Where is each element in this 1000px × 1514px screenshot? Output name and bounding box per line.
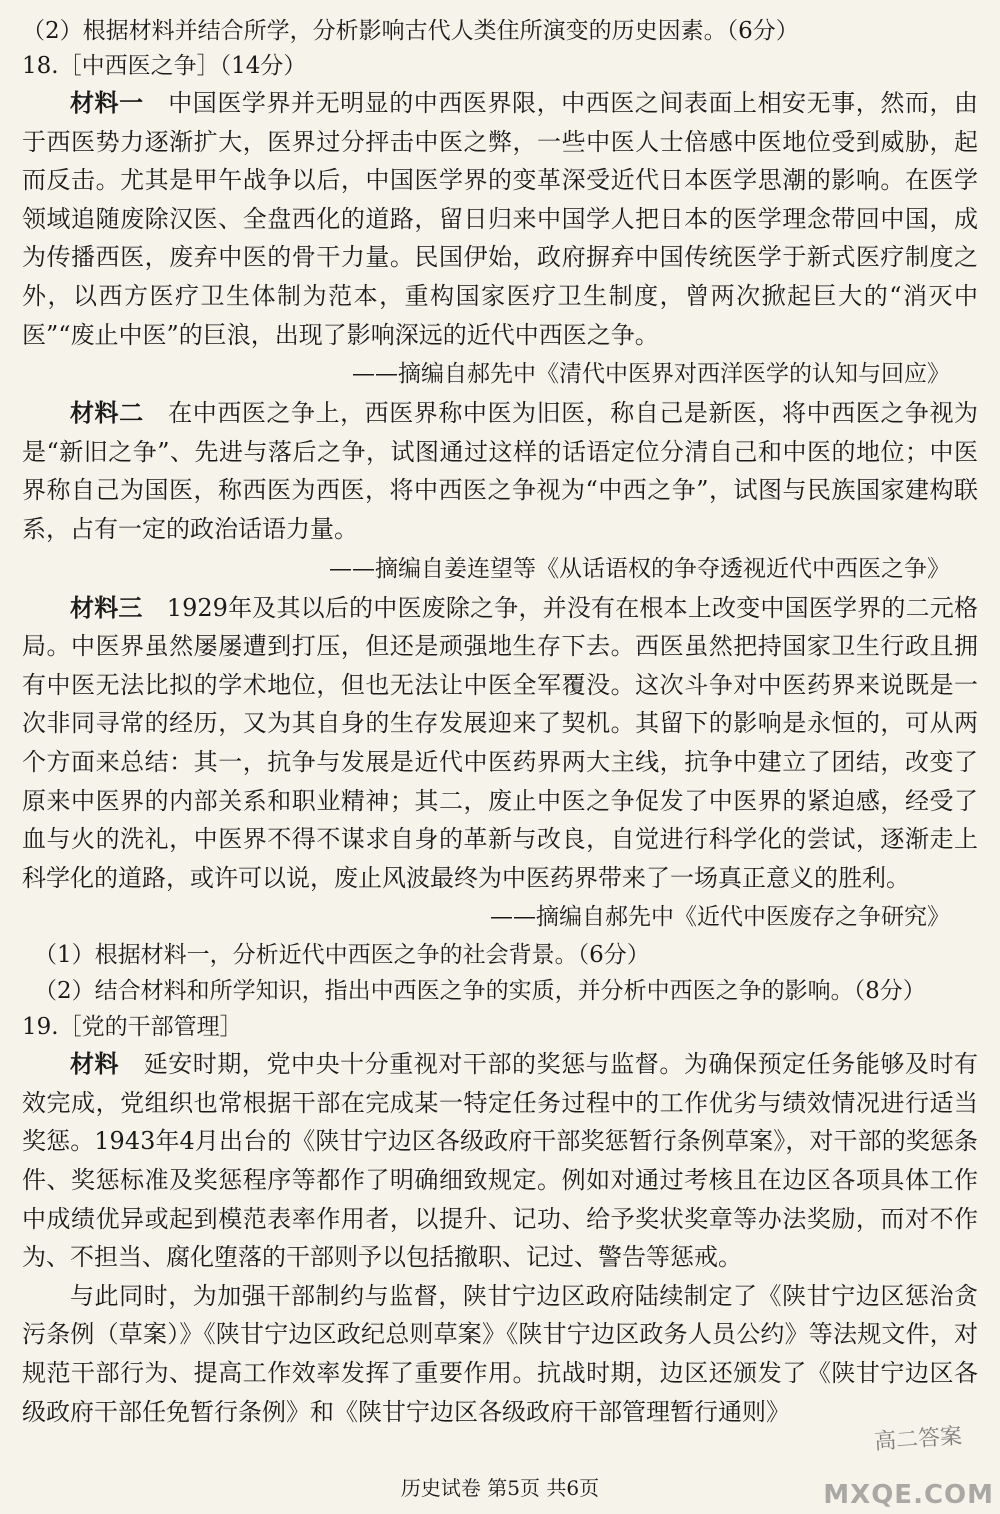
q18-material-1-source: ——摘编自郝先中《清代中医界对西洋医学的认知与回应》 — [352, 361, 950, 388]
question-19-heading: 19.［党的干部管理］ — [22, 1014, 243, 1041]
material-label: 材料二 — [70, 399, 144, 428]
question-18-part-2: （2）结合材料和所学知识，指出中西医之争的实质，并分析中西医之争的影响。（8分） — [34, 978, 926, 1005]
stamp-text: 高二答案 — [873, 1423, 963, 1456]
material-text: 中国医学界并无明显的中西医界限，中西医之间表面上相安无事，然而，由于西医势力逐渐扩大，医界过分抨击中医之弊，一些中医人士倍感中医地位受到威胁，起而反击。尤其是甲午战争以后，中国医学界的变革深受近代日本医学思潮的影响。在医学领域追随废除汉医、全盘西化的道路，留日归来中国学人把日本的医学理念带回中国，成为传播西医，废弃中医的骨干力量。民国伊始，政府摒弃中国传统医学于新式医疗制度之外，以西方医疗卫生体制为范本，重构国家医疗卫生制度，曾两次掀起巨大的“消灭中医”“废止中医”的巨浪，出现了影响深远的近代中西医之争。 — [22, 89, 979, 349]
q18-material-3-source: ——摘编自郝先中《近代中医废存之争研究》 — [490, 904, 950, 931]
material-label: 材料一 — [70, 89, 144, 117]
question-17-part-2: （2）根据材料并结合所学，分析影响古代人类住所演变的历史因素。（6分） — [22, 18, 799, 44]
material-text: 延安时期，党中央十分重视对干部的奖惩与监督。为确保预定任务能够及时有效完成，党组织也常根据干部在完成某一特定任务过程中的工作优劣与绩效情况进行适当奖惩。1943年4月出台的《陕甘宁边区各级政府干部奖惩暂行条例草案》，对干部的奖惩条件、奖惩标准及奖惩程序等都作了明确细致规定。例如对通过考核且在边区各项具体工作中成绩优异或起到模范表率作用者，以提升、记功、给予奖状奖章等办法奖励，而对不作为、不担当、腐化堕落的干部则予以包括撤职、记过、警告等惩戒。 — [22, 1050, 979, 1272]
material-label: 材料三 — [70, 593, 143, 622]
q18-material-2-source: ——摘编自姜连望等《从话语权的争夺透视近代中西医之争》 — [329, 555, 950, 582]
q18-material-2 — [22, 394, 978, 548]
q18-material-3 — [22, 589, 978, 898]
material-label: 材料 — [70, 1050, 120, 1079]
q18-material-1 — [22, 84, 978, 354]
q19-material-continued: 与此同时，为加强干部制约与监督，陕甘宁边区政府陆续制定了《陕甘宁边区惩治贪污条例（草案）》《陕甘宁边区政纪总则草案》《陕甘宁边区政务人员公约》等法规文件，对规范干部行为、提高工作效率发挥了重要作用。抗战时期，边区还颁发了《陕甘宁边区各级政府干部任免暂行条例》和《陕甘宁边区各级政府干部管理暂行通则》 — [22, 1281, 978, 1426]
q19-material — [22, 1045, 978, 1277]
material-text: 在中西医之争上，西医界称中医为旧医，称自己是新医，将中西医之争视为是“新旧之争”、先进与落后之争，试图通过这样的话语定位分清自己和中医的地位；中医界称自己为国医，称西医为西医，将中西医之争视为“中西之争”，试图与民族国家建构联系，占有一定的政治话语力量。 — [22, 399, 979, 543]
question-18-heading: 18.［中西医之争］（14分） — [22, 53, 307, 79]
corner-watermark: MXQE.COM — [823, 1480, 994, 1510]
page-footer: 历史试卷 第5页 共6页 — [400, 1476, 600, 1500]
material-text: 1929年及其以后的中医废除之争，并没有在根本上改变中国医学界的二元格局。中医界虽然屡屡遭到打压，但还是顽强地生存下去。西医虽然把持国家卫生行政且拥有中医无法比拟的学术地位，但也无法让中医全军覆没。这次斗争对中医药界来说既是一次非同寻常的经历，又为其自身的生存发展迎来了契机。其留下的影响是永恒的，可从两个方面来总结：其一，抗争与发展是近代中医药界两大主线，抗争中建立了团结，改变了原来中医界的内部关系和职业精神；其二，废止中医之争促发了中医界的紧迫感，经受了血与火的洗礼，中医界不得不谋求自身的革新与改良，自觉进行科学化的尝试，逐渐走上科学化的道路，或许可以说，废止风波最终为中医药界带来了一场真正意义的胜利。 — [22, 593, 979, 892]
question-18-part-1: （1）根据材料一，分析近代中西医之争的社会背景。（6分） — [34, 942, 650, 969]
